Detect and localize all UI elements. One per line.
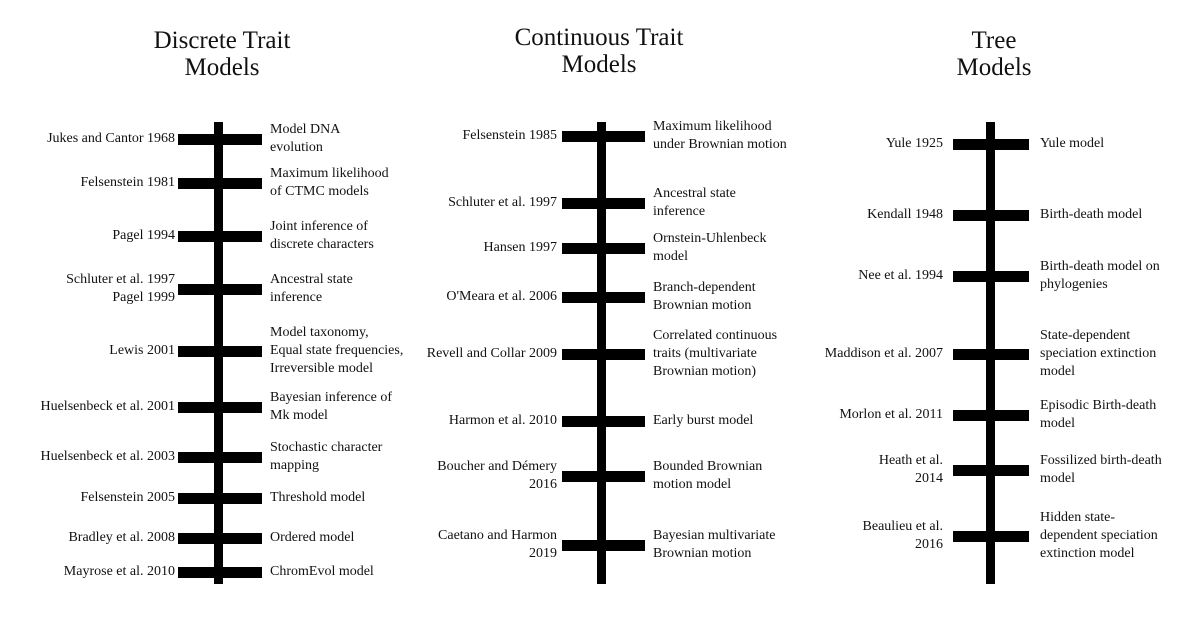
citation-label	[438, 527, 557, 563]
citation-line: Mayrose et al. 2010	[63, 564, 175, 579]
description-line: Bounded Brownian	[653, 459, 763, 474]
citation-line: O'Meara et al. 2006	[446, 289, 557, 304]
description-line: Ordered model	[270, 530, 355, 545]
citation-label	[64, 563, 175, 581]
description-line: inference	[653, 204, 706, 219]
citation-line: Lewis 2001	[109, 343, 175, 358]
description-line: model	[653, 249, 688, 264]
citation-line: Pagel 1994	[112, 228, 175, 243]
description-line: Yule model	[1040, 136, 1105, 151]
description-line: Ancestral state	[270, 272, 353, 287]
description-line: ChromEvol model	[270, 564, 374, 579]
description-line: dependent speciation	[1040, 528, 1158, 543]
description-line: evolution	[270, 140, 323, 155]
model-description	[1040, 135, 1104, 153]
model-description	[653, 527, 775, 563]
citation-line: Yule 1925	[885, 136, 943, 151]
column-title-line: Models	[561, 51, 637, 78]
timeline-tick	[178, 533, 262, 544]
description-line: Bayesian inference of	[270, 390, 393, 405]
column-title-line: Tree	[971, 27, 1017, 54]
description-line: traits (multivariate	[653, 346, 757, 361]
description-line: Mk model	[270, 408, 328, 423]
citation-label	[112, 227, 175, 245]
timeline-tick	[178, 567, 262, 578]
model-description	[1040, 206, 1142, 224]
description-line: Episodic Birth-death	[1040, 398, 1157, 413]
description-line: model	[1040, 471, 1075, 486]
description-line: Hidden state-	[1040, 510, 1116, 525]
citation-line: Felsenstein 1985	[462, 128, 557, 143]
timeline-tick	[178, 284, 262, 295]
timeline-tick	[953, 465, 1029, 476]
model-description	[270, 324, 403, 378]
model-description	[270, 489, 365, 507]
description-line: motion model	[653, 477, 732, 492]
citation-label	[427, 345, 557, 363]
description-line: Model DNA	[270, 122, 341, 137]
description-line: Bayesian multivariate	[653, 528, 776, 543]
citation-line: Harmon et al. 2010	[448, 413, 557, 428]
timeline-tick	[562, 292, 645, 303]
description-line: Model taxonomy,	[270, 325, 369, 340]
timeline-tick	[562, 471, 645, 482]
description-line: Early burst model	[653, 413, 754, 428]
description-line: Irreversible model	[270, 361, 374, 376]
citation-line: Bradley et al. 2008	[68, 530, 175, 545]
description-line: phylogenies	[1040, 277, 1108, 292]
citation-line: Heath et al.	[878, 453, 943, 468]
citation-line: Caetano and Harmon	[438, 528, 557, 543]
timeline-tick	[953, 349, 1029, 360]
citation-label	[109, 342, 175, 360]
model-description	[1040, 452, 1162, 488]
timeline-tick	[562, 416, 645, 427]
column-title	[469, 24, 729, 78]
timeline-tick	[953, 271, 1029, 282]
model-description	[1040, 327, 1156, 381]
citation-line: Morlon et al. 2011	[839, 407, 943, 422]
citation-label	[81, 174, 176, 192]
citation-label	[66, 271, 175, 307]
model-description	[653, 118, 787, 154]
description-line: model	[1040, 416, 1075, 431]
description-line: State-dependent	[1040, 328, 1131, 343]
description-line: Birth-death model	[1040, 207, 1143, 222]
citation-line: Felsenstein 2005	[80, 490, 175, 505]
citation-label	[68, 529, 175, 547]
citation-label	[484, 239, 558, 257]
timeline-tick	[178, 493, 262, 504]
citation-label	[879, 452, 943, 488]
citation-line: 2019	[529, 546, 557, 561]
timeline-tick	[562, 243, 645, 254]
model-description	[270, 389, 392, 425]
description-line: Birth-death model on	[1040, 259, 1160, 274]
timeline-tick	[562, 131, 645, 142]
timeline-tick	[178, 231, 262, 242]
citation-label	[825, 345, 943, 363]
description-line: Maximum likelihood	[270, 166, 389, 181]
citation-line: 2016	[915, 537, 943, 552]
citation-line: Nee et al. 1994	[858, 268, 943, 283]
citation-line: Jukes and Cantor 1968	[47, 131, 175, 146]
citation-line: Pagel 1999	[112, 290, 175, 305]
timeline-tick	[953, 210, 1029, 221]
description-line: Threshold model	[270, 490, 366, 505]
timeline-tick	[178, 402, 262, 413]
model-description	[1040, 258, 1160, 294]
citation-label	[863, 518, 943, 554]
description-line: Joint inference of	[270, 219, 368, 234]
citation-line: Schluter et al. 1997	[448, 195, 557, 210]
column-title	[864, 27, 1124, 81]
model-description	[270, 439, 382, 475]
timeline-tick	[953, 139, 1029, 150]
description-line: Equal state frequencies,	[270, 343, 404, 358]
citation-label	[446, 288, 557, 306]
model-description	[270, 218, 374, 254]
citation-line: 2014	[915, 471, 943, 486]
model-description	[270, 121, 340, 157]
model-description	[1040, 509, 1158, 563]
timeline-tick	[178, 452, 262, 463]
model-description	[270, 563, 374, 581]
timeline-tick	[562, 540, 645, 551]
citation-label	[463, 127, 558, 145]
citation-label	[448, 194, 557, 212]
citation-line: Kendall 1948	[867, 207, 943, 222]
citation-line: Boucher and Démery	[437, 459, 557, 474]
timeline-tick	[178, 178, 262, 189]
description-line: inference	[270, 290, 323, 305]
citation-line: Felsenstein 1981	[80, 175, 175, 190]
citation-label	[839, 406, 943, 424]
description-line: Correlated continuous	[653, 328, 778, 343]
citation-label	[40, 448, 175, 466]
description-line: of CTMC models	[270, 184, 369, 199]
model-description	[653, 458, 762, 494]
column-title-line: Models	[956, 54, 1032, 81]
column-title-line: Continuous Trait	[514, 24, 684, 51]
model-description	[653, 185, 736, 221]
model-description	[270, 529, 354, 547]
citation-line: Revell and Collar 2009	[426, 346, 557, 361]
citation-label	[437, 458, 557, 494]
description-line: speciation extinction	[1040, 346, 1157, 361]
description-line: model	[1040, 364, 1075, 379]
timeline-tick	[178, 134, 262, 145]
citation-line: Schluter et al. 1997	[66, 272, 175, 287]
citation-line: Huelsenbeck et al. 2003	[40, 449, 175, 464]
model-description	[653, 230, 767, 266]
description-line: extinction model	[1040, 546, 1135, 561]
column-title-line: Models	[184, 54, 260, 81]
description-line: Brownian motion	[653, 546, 752, 561]
description-line: Maximum likelihood	[653, 119, 772, 134]
description-line: Branch-dependent	[653, 280, 756, 295]
description-line: under Brownian motion	[653, 137, 787, 152]
description-line: discrete characters	[270, 237, 374, 252]
description-line: Fossilized birth-death	[1040, 453, 1162, 468]
description-line: mapping	[270, 458, 319, 473]
model-description	[270, 271, 353, 307]
citation-line: Huelsenbeck et al. 2001	[40, 399, 175, 414]
citation-label	[449, 412, 557, 430]
timeline-tick	[562, 198, 645, 209]
model-description	[270, 165, 389, 201]
citation-line: Beaulieu et al.	[862, 519, 943, 534]
timeline-tick	[178, 346, 262, 357]
description-line: Brownian motion)	[653, 364, 757, 379]
description-line: Ancestral state	[653, 186, 736, 201]
timeline-tick	[562, 349, 645, 360]
model-description	[653, 279, 756, 315]
citation-label	[81, 489, 176, 507]
citation-label	[867, 206, 943, 224]
citation-label	[858, 267, 943, 285]
citation-label	[40, 398, 175, 416]
citation-line: Maddison et al. 2007	[824, 346, 943, 361]
timeline-tick	[953, 410, 1029, 421]
model-description	[653, 412, 753, 430]
model-description	[653, 327, 777, 381]
description-line: Ornstein-Uhlenbeck	[653, 231, 767, 246]
description-line: Brownian motion	[653, 298, 752, 313]
citation-line: Hansen 1997	[483, 240, 557, 255]
citation-label	[886, 135, 943, 153]
citation-line: 2016	[529, 477, 557, 492]
column-title-line: Discrete Trait	[153, 27, 291, 54]
timeline-tick	[953, 531, 1029, 542]
model-description	[1040, 397, 1156, 433]
column-title	[92, 27, 352, 81]
citation-label	[47, 130, 175, 148]
description-line: Stochastic character	[270, 440, 383, 455]
